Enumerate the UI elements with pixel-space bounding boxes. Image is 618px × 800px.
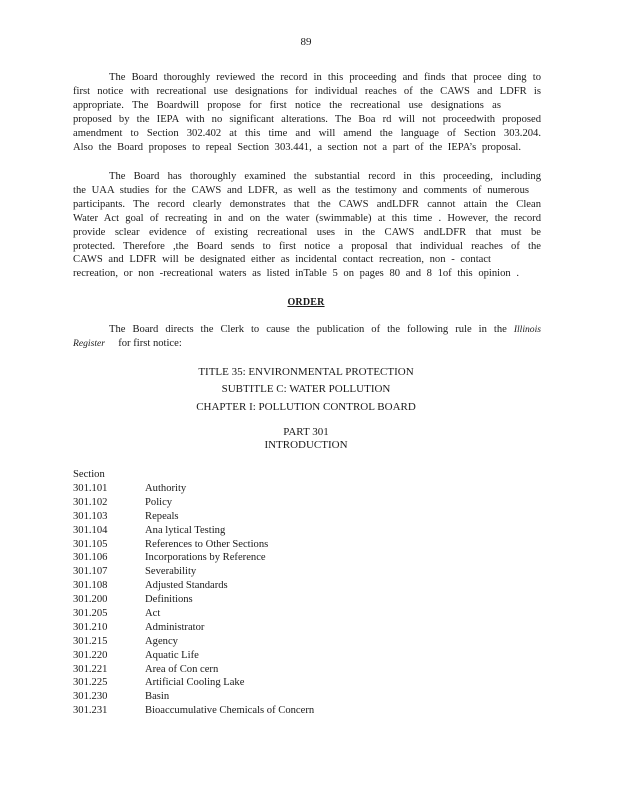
section-number: 301.231	[73, 705, 108, 717]
section-number: 301.104	[73, 524, 108, 536]
section-title: Agency	[145, 635, 178, 647]
part-block	[0, 426, 612, 453]
paragraph-line: The Board has thoroughly examined the substantial record in this proceeding, including	[109, 171, 541, 182]
paragraph-examined-record	[73, 170, 541, 281]
section-title: Act	[145, 608, 161, 620]
section-row	[73, 510, 473, 524]
section-title: Area of Con cern	[145, 663, 219, 675]
section-title: Authority	[145, 483, 187, 494]
section-row	[73, 704, 473, 718]
section-number: 301.108	[73, 580, 108, 592]
section-title: Basin	[145, 691, 170, 703]
section-number: 301.215	[73, 635, 108, 647]
section-row	[73, 621, 473, 635]
subtitle-line: SUBTITLE C: WATER POLLUTION	[221, 383, 391, 396]
section-row	[73, 593, 473, 607]
directive-italic-register: Register	[73, 337, 105, 349]
section-number: 301.210	[73, 621, 108, 633]
section-number: 301.205	[73, 608, 108, 620]
section-title: References to Other Sections	[145, 538, 269, 550]
chapter-line: CHAPTER I: POLLUTION CONTROL BOARD	[196, 400, 416, 413]
section-row	[73, 579, 473, 593]
paragraph-line: The Board thoroughly reviewed the record in this proceeding and finds that procee ding to	[109, 72, 541, 83]
paragraph-line	[73, 337, 541, 351]
section-row	[73, 524, 473, 538]
title-line: TITLE 35: ENVIRONMENTAL PROTECTION	[198, 366, 414, 378]
paragraph-review-record	[73, 71, 541, 154]
section-title: Definitions	[145, 594, 193, 606]
section-row	[73, 551, 473, 565]
section-row	[73, 676, 473, 690]
paragraph-line: Water Act goal of recreating in and on the water (swimmable) at this time . However, the record	[73, 212, 541, 224]
paragraph-line: CAWS and LDFR will be designated either as incidental contact recreation, non - contact	[73, 254, 491, 266]
section-number: 301.102	[73, 496, 108, 508]
section-list	[73, 482, 473, 718]
order-heading: ORDER	[287, 297, 325, 308]
section-row	[73, 690, 473, 704]
section-number: 301.225	[73, 677, 108, 689]
section-title: Incorporations by Reference	[145, 552, 266, 564]
section-number: 301.230	[73, 691, 108, 703]
paragraph-line: the UAA studies for the CAWS and LDFR, as well as the testimony and comments of numerous	[73, 184, 529, 196]
title-block	[0, 364, 612, 416]
section-row	[73, 663, 473, 677]
section-row	[73, 538, 473, 552]
section-number: 301.101	[73, 483, 108, 494]
section-title: Artificial Cooling Lake	[145, 677, 245, 689]
paragraph-line: Also the Board proposes to repeal Section 303.441, a section not a part of the IEPA’s proposal.	[73, 141, 521, 153]
section-number: 301.221	[73, 663, 108, 675]
part-number: PART 301	[283, 426, 329, 438]
section-number: 301.107	[73, 566, 108, 578]
section-title: Administrator	[145, 621, 205, 633]
paragraph-line: first notice with recreational use designations for individual reaches of the CAWS and LDFR is	[73, 85, 541, 97]
section-number: 301.106	[73, 552, 108, 564]
section-number: 301.200	[73, 594, 108, 606]
directive-text: The Board directs the Clerk to cause the publication of the following rule in the	[109, 324, 507, 335]
paragraph-line: provide sclear evidence of existing recreational uses in the CAWS andLDFR that must be	[73, 226, 541, 238]
section-title: Severability	[145, 566, 197, 578]
section-title: Adjusted Standards	[145, 580, 228, 592]
section-row	[73, 496, 473, 510]
section-row	[73, 649, 473, 663]
part-name: INTRODUCTION	[264, 439, 348, 452]
section-number: 301.105	[73, 538, 108, 550]
section-row	[73, 607, 473, 621]
section-row	[73, 635, 473, 649]
paragraph-line: recreation, or non -recreational waters as listed inTable 5 on pages 80 and 8 1of this opinion .	[73, 268, 519, 280]
paragraph-line: protected. Therefore ,the Board sends to first notice a proposal that individual reaches of the	[73, 240, 541, 252]
paragraph-line: amendment to Section 302.402 at this time and will amend the language of Section 303.204.	[73, 127, 541, 139]
section-title: Aquatic Life	[145, 649, 199, 661]
section-title: Policy	[145, 496, 173, 508]
paragraph-line: participants. The record clearly demonstrates that the CAWS andLDFR cannot attain the Clean	[73, 198, 541, 210]
section-number: 301.103	[73, 510, 108, 522]
section-title: Ana lytical Testing	[145, 524, 226, 536]
paragraph-line	[73, 323, 541, 337]
section-number: 301.220	[73, 649, 108, 661]
paragraph-clerk-directive	[73, 323, 541, 351]
paragraph-line: appropriate. The Boardwill propose for first notice the recreational use designations as	[73, 99, 501, 111]
page-number: 89	[300, 36, 312, 48]
directive-italic-illinois: Illinois	[513, 324, 541, 335]
paragraph-line: proposed by the IEPA with no significant alterations. The Boa rd will not proceedwith proposed	[73, 113, 541, 125]
section-row	[73, 565, 473, 579]
section-row	[73, 482, 473, 496]
directive-text: for first notice:	[118, 337, 182, 349]
section-title: Repeals	[145, 510, 179, 522]
section-label: Section	[73, 469, 105, 480]
section-title: Bioaccumulative Chemicals of Concern	[145, 705, 315, 717]
